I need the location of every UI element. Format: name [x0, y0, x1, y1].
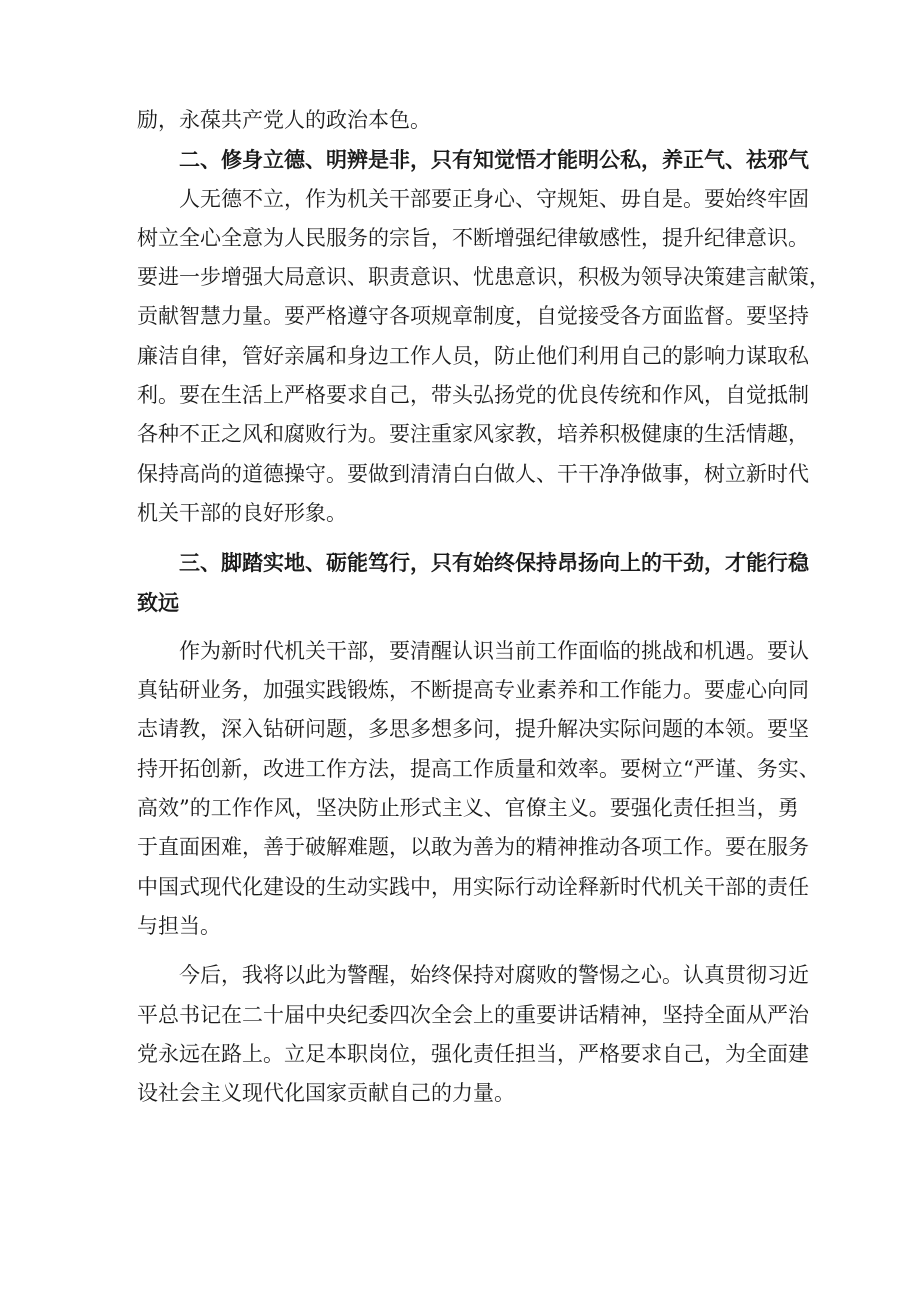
section-2-paragraph	[137, 180, 830, 534]
section-3-paragraph	[137, 632, 820, 946]
paragraph-line: 贡献智慧力量。要严格遵守各项规章制度，自觉接受各方面监督。要坚持	[137, 304, 809, 329]
paragraph-line: 于直面困难，善于破解难题，以敢为善为的精神推动各项工作。要在服务	[137, 835, 809, 860]
paragraph-line: 树立全心全意为人民服务的宗旨，不断增强纪律敏感性，提升纪律意识。	[137, 225, 809, 250]
section-3	[137, 543, 820, 946]
section-2	[137, 140, 830, 533]
paragraph-line: 志请教，深入钻研问题，多思多想多问，提升解决实际问题的本领。要坚	[137, 717, 809, 742]
paragraph-line: 设社会主义现代化国家贡献自己的力量。	[137, 1081, 515, 1106]
section-3-heading: 三、脚踏实地、砺能笃行，只有始终保持昂扬向上的干劲，才能行稳	[179, 550, 809, 576]
paragraph-line: 廉洁自律，管好亲属和身边工作人员，防止他们利用自己的影响力谋取私	[137, 343, 809, 368]
paragraph-line: 保持高尚的道德操守。要做到清清白白做人、干干净净做事，树立新时代	[137, 461, 809, 486]
paragraph-line: 真钻研业务，加强实践锻炼，不断提高专业素养和工作能力。要虚心向同	[137, 678, 809, 703]
paragraph-line: 要进一步增强大局意识、职责意识、忧患意识，积极为领导决策建言献策，	[137, 265, 830, 290]
paragraph-line: 今后，我将以此为警醒，始终保持对腐败的警惕之心。认真贯彻习近	[179, 963, 809, 988]
conclusion	[137, 956, 809, 1113]
paragraph-line: 利。要在生活上严格要求自己，带头弘扬党的优良传统和作风，自觉抵制	[137, 383, 809, 408]
paragraph-line: 作为新时代机关干部，要清醒认识当前工作面临的挑战和机遇。要认	[179, 638, 809, 663]
paragraph-line: 与担当。	[137, 913, 221, 938]
paragraph-line: 高效”的工作作风，坚决防止形式主义、官僚主义。要强化责任担当，勇	[137, 796, 799, 821]
paragraph-line: 党永远在路上。立足本职岗位，强化责任担当，严格要求自己，为全面建	[137, 1041, 809, 1066]
paragraph-line: 机关干部的良好形象。	[137, 500, 347, 525]
intro-line: 励，永葆共产党人的政治本色。	[137, 108, 431, 132]
section-3-heading-continued: 致远	[137, 589, 179, 615]
paragraph-line: 持开拓创新，改进工作方法，提高工作质量和效率。要树立“严谨、务实、	[137, 756, 820, 781]
section-2-heading: 二、修身立德、明辨是非，只有知觉悟才能明公私，养正气、祛邪气	[179, 147, 809, 173]
paragraph-line: 人无德不立，作为机关干部要正身心、守规矩、毋自是。要始终牢固	[179, 186, 809, 211]
paragraph-line: 中国式现代化建设的生动实践中，用实际行动诠释新时代机关干部的责任	[137, 874, 809, 899]
document-body	[137, 101, 830, 1113]
paragraph-line: 平总书记在二十届中央纪委四次全会上的重要讲话精神，坚持全面从严治	[137, 1002, 809, 1027]
paragraph-line: 各种不正之风和腐败行为。要注重家风家教，培养积极健康的生活情趣，	[137, 422, 809, 447]
